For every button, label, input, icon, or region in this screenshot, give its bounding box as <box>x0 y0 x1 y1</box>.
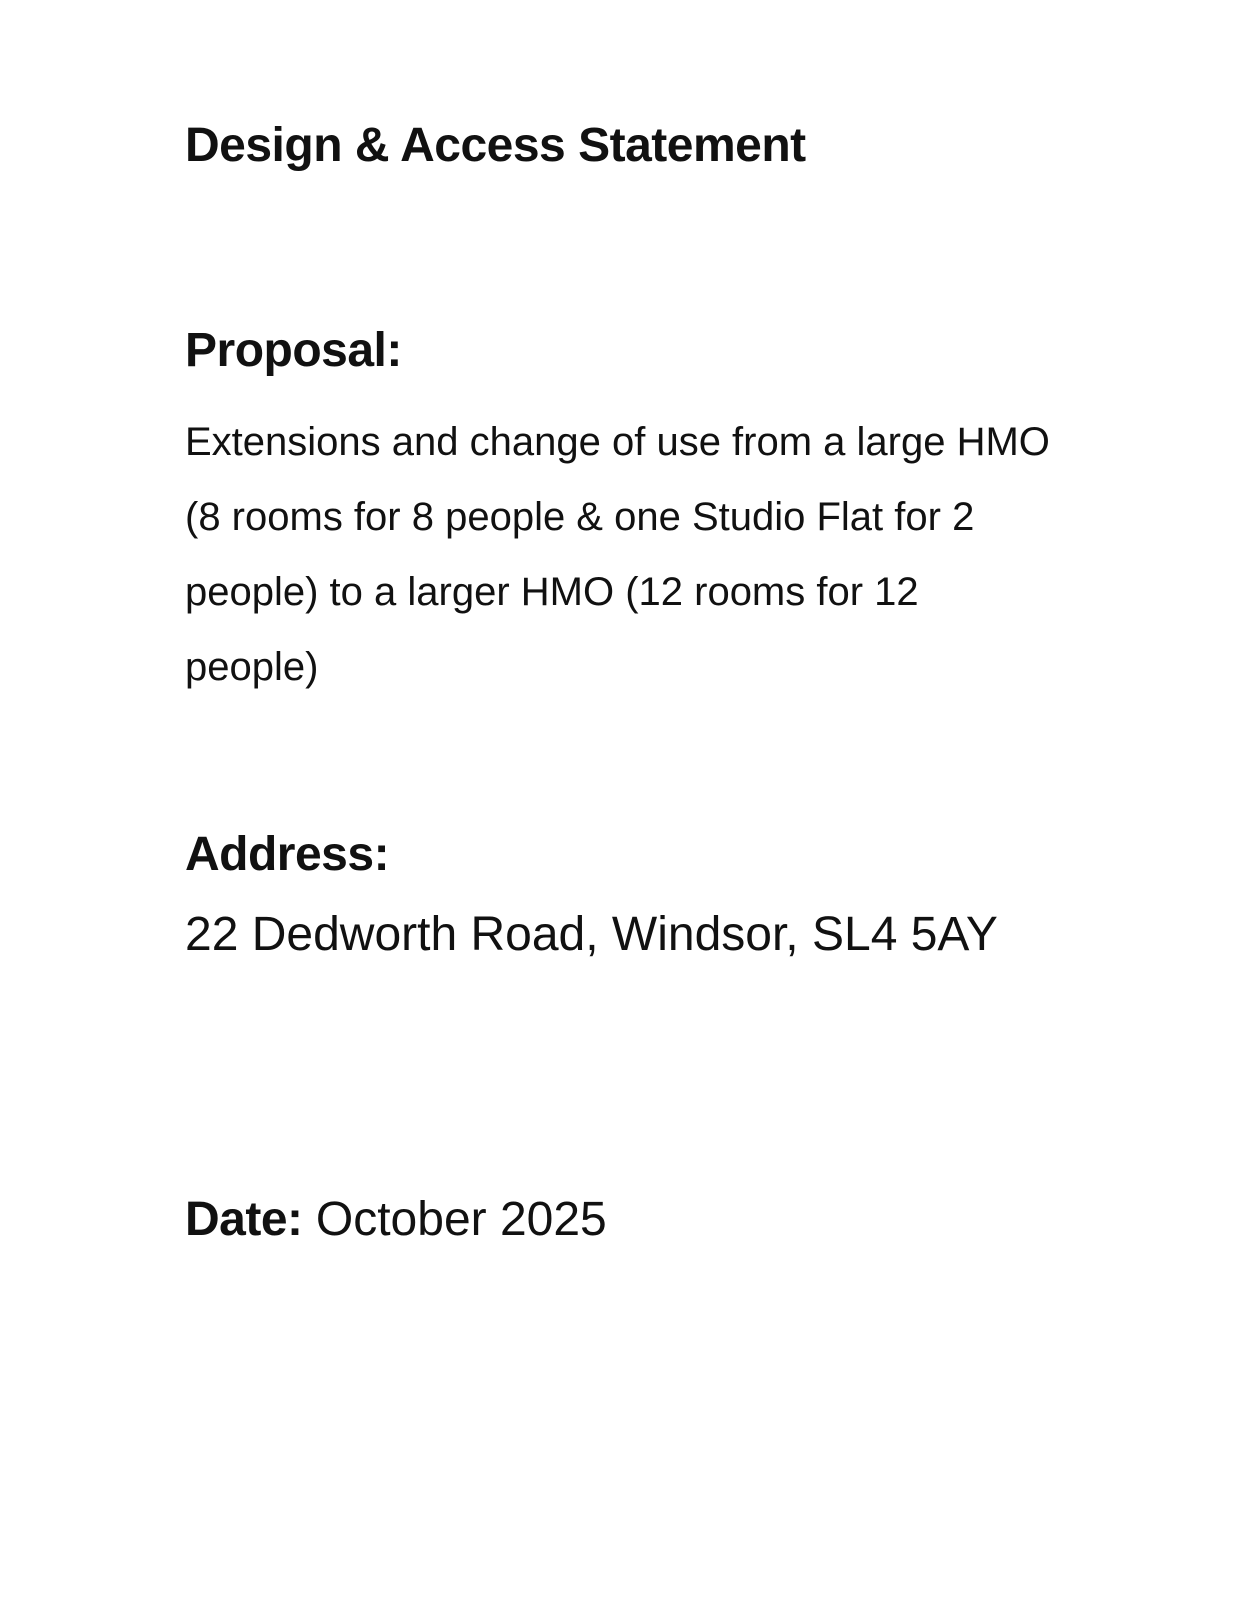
proposal-body-line-4: people) <box>185 645 319 689</box>
proposal-body-line-1: Extensions and change of use from a large HMO <box>185 420 1050 464</box>
proposal-body-line-2: (8 rooms for 8 people & one Studio Flat for 2 <box>185 495 975 539</box>
proposal-heading: Proposal: <box>185 324 402 377</box>
date-line <box>185 1190 1086 1250</box>
address-value: 22 Dedworth Road, Windsor, SL4 5AY <box>185 908 998 961</box>
proposal-body <box>185 405 1086 705</box>
proposal-body-line-3: people) to a larger HMO (12 rooms for 12 <box>185 570 919 614</box>
page-title: Design & Access Statement <box>185 119 806 172</box>
date-label: Date: <box>185 1193 303 1246</box>
date-value: October 2025 <box>315 1193 607 1246</box>
address-heading: Address: <box>185 828 390 881</box>
